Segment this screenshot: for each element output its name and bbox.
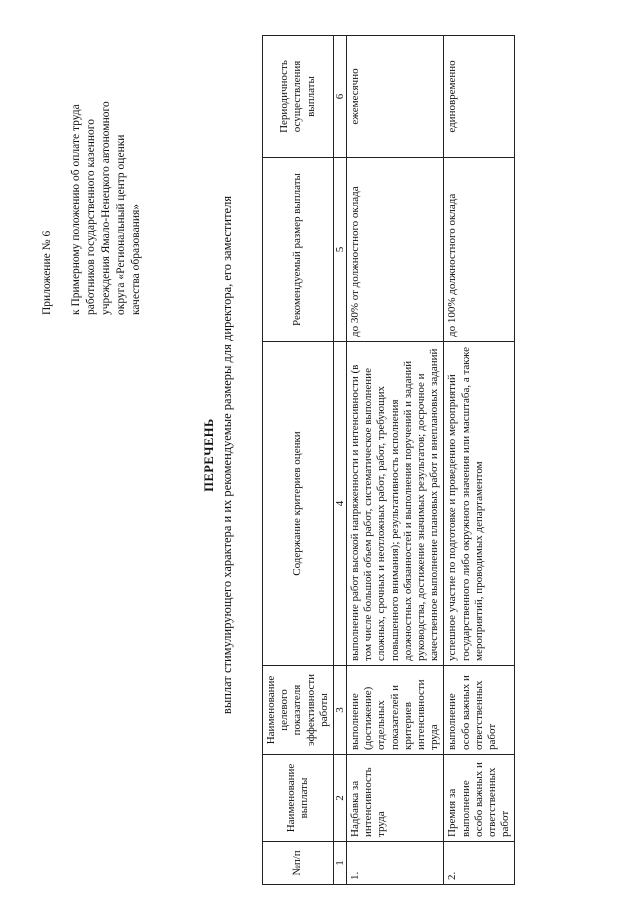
row-criteria: успешное участие по подготовке и проведению мероприятий государственного либо окружного значения или масштаба, а также мероприятий, проводимых департаментом [444, 342, 515, 666]
appendix-block [40, 55, 144, 315]
column-number: 1 [334, 842, 347, 885]
row-indicator: выполнение (достижение) отдельных показателей и критериев интенсивности труда [347, 666, 444, 755]
appendix-line: качества образования» [130, 203, 142, 315]
row-size: до 30% от должностного оклада [347, 158, 444, 342]
row-period: ежемесячно [347, 36, 444, 158]
column-number: 3 [334, 666, 347, 755]
header-indicator: Наименование целевого показателя эффективности работы [263, 666, 334, 755]
column-number: 6 [334, 36, 347, 158]
header-number: №п/п [263, 842, 334, 885]
row-number: 2. [444, 842, 515, 885]
column-number: 5 [334, 158, 347, 342]
payments-table [262, 35, 515, 885]
header-criteria: Содержание критериев оценки [263, 342, 334, 666]
column-number: 4 [334, 342, 347, 666]
row-size: до 100% должностного оклада [444, 158, 515, 342]
row-indicator: выполнение особо важных и ответственных работ [444, 666, 515, 755]
row-period: единовременно [444, 36, 515, 158]
document-subtitle: выплат стимулирующего характера и их рекомендуемые размеры для директора, его заместителя [220, 195, 234, 715]
appendix-line: к Примерному положению об оплате труда [70, 104, 82, 315]
appendix-line: округа «Региональный центр оценки [115, 134, 127, 315]
header-period: Периодичность осуществления выплаты [263, 36, 334, 158]
appendix-line: работников государственного казенного [85, 119, 97, 315]
document-title: ПЕРЕЧЕНЬ [202, 418, 216, 492]
row-number: 1. [347, 842, 444, 885]
row-payment-name: Надбавка за интенсивность труда [347, 755, 444, 842]
header-size: Рекомендуемый размер выплаты [263, 158, 334, 342]
header-payment-name: Наименование выплаты [263, 755, 334, 842]
row-criteria: выполнение работ высокой напряженности и интенсивности (в том числе большой объем работ, систематическое выполнение сложных, срочных и неотложных работ, работ, требующих повышенного внимания); результативность исполнения должностных обязанностей и выполнения поручений и заданий руководства, достижение значимых результатов; досрочное и качественное выполнение плановых работ и внеплановых заданий [347, 342, 444, 666]
column-number: 2 [334, 755, 347, 842]
table-row [444, 36, 515, 885]
appendix-line: учреждения Ямало-Ненецкого автономного [100, 101, 112, 315]
row-payment-name: Премия за выполнение особо важных и ответственных работ [444, 755, 515, 842]
document-heading [202, 45, 235, 865]
appendix-number: Приложение № 6 [41, 230, 53, 315]
column-number-row [334, 36, 347, 885]
table-row [347, 36, 444, 885]
table-header-row [263, 36, 334, 885]
